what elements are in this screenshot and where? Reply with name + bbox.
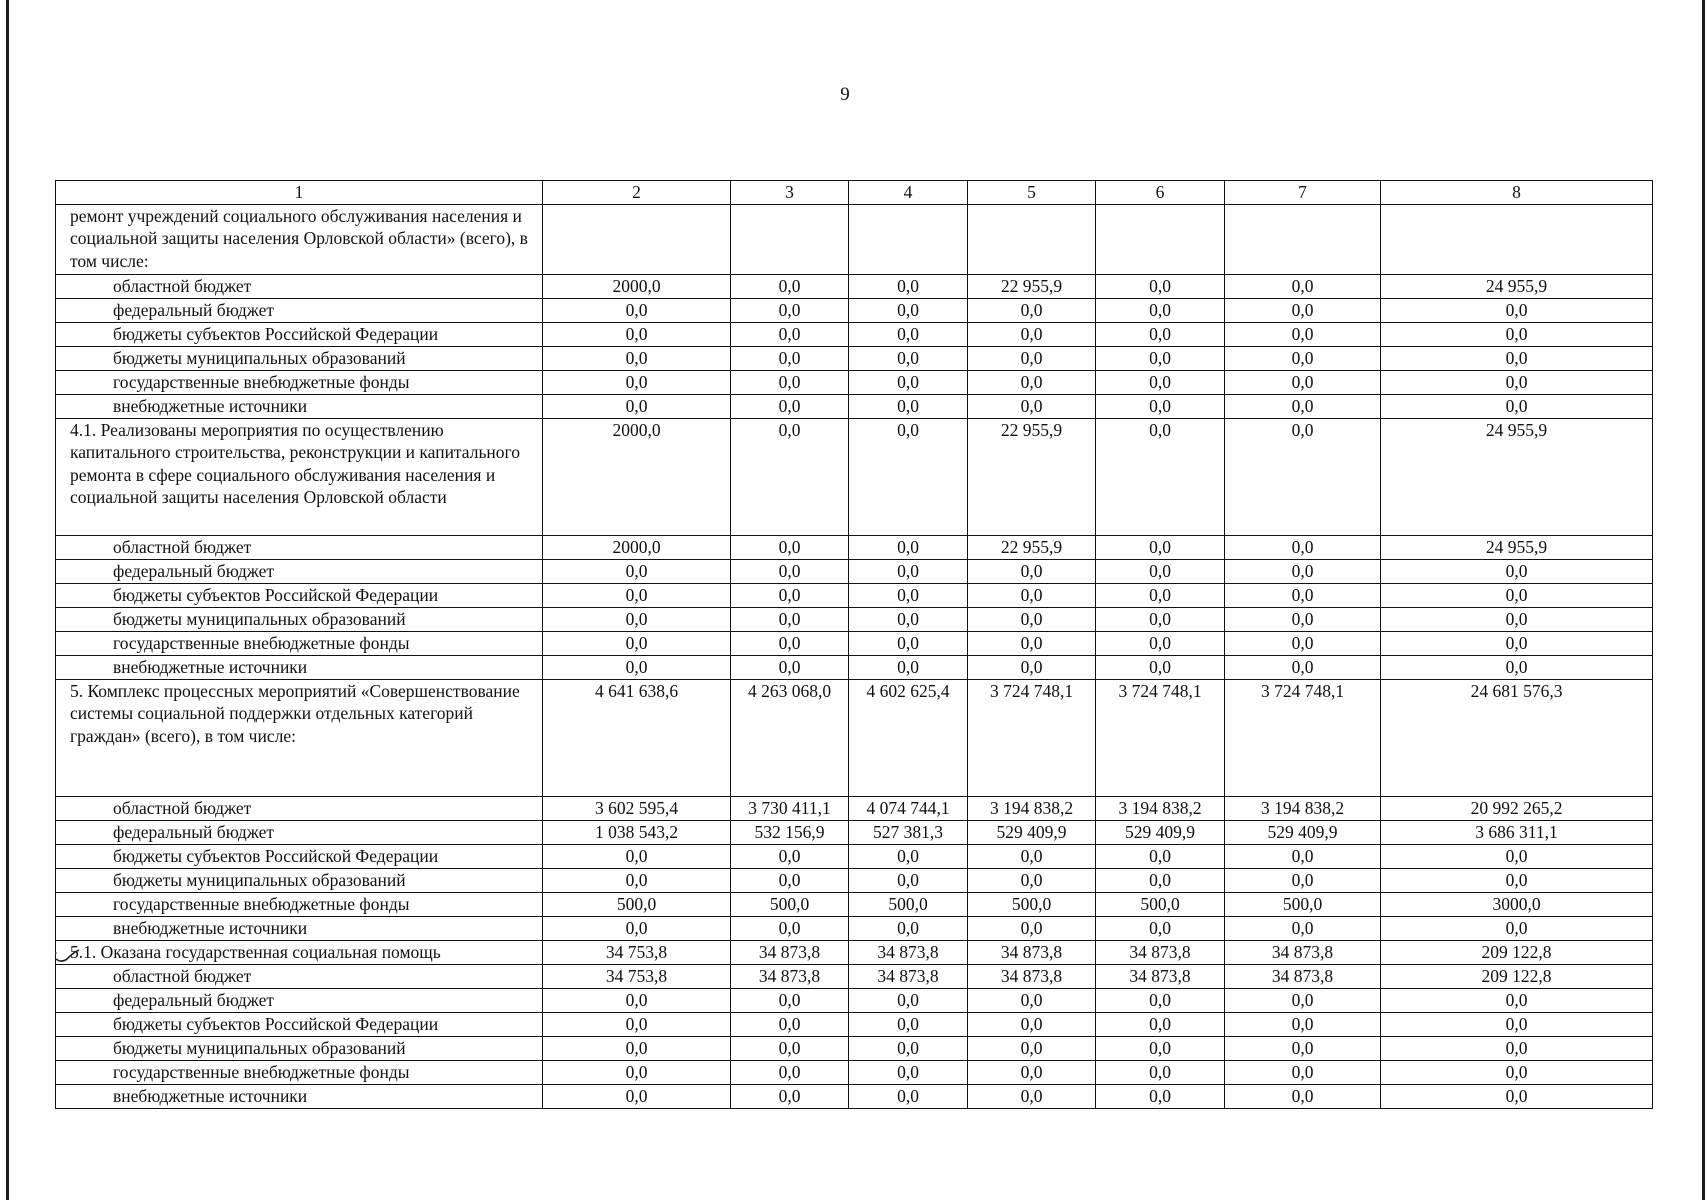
- table-row: [56, 1084, 1653, 1108]
- amount-cell: 3 686 311,1: [1381, 820, 1653, 844]
- row-source-label: областной бюджет: [56, 796, 543, 820]
- amount-cell: 0,0: [968, 346, 1096, 370]
- amount-cell: 0,0: [1225, 298, 1381, 322]
- amount-cell: 0,0: [1096, 655, 1225, 679]
- amount-cell: 0,0: [1381, 988, 1653, 1012]
- amount-cell: 0,0: [543, 583, 731, 607]
- amount-cell: 0,0: [1381, 394, 1653, 418]
- row-source-label: областной бюджет: [56, 274, 543, 298]
- amount-cell: 0,0: [543, 916, 731, 940]
- row-source-label: бюджеты муниципальных образований: [56, 1036, 543, 1060]
- table-row: [56, 346, 1653, 370]
- amount-cell: 0,0: [1381, 655, 1653, 679]
- amount-cell: 0,0: [1381, 631, 1653, 655]
- amount-cell: 0,0: [1381, 559, 1653, 583]
- column-number: 3: [731, 181, 849, 205]
- amount-cell: 0,0: [731, 988, 849, 1012]
- amount-cell: [849, 204, 968, 274]
- amount-cell: 0,0: [1225, 370, 1381, 394]
- amount-cell: 0,0: [543, 1012, 731, 1036]
- table-row: [56, 988, 1653, 1012]
- row-source-label: государственные внебюджетные фонды: [56, 892, 543, 916]
- amount-cell: 3 724 748,1: [1096, 679, 1225, 796]
- column-number: 8: [1381, 181, 1653, 205]
- row-source-label: федеральный бюджет: [56, 820, 543, 844]
- row-source-label: государственные внебюджетные фонды: [56, 631, 543, 655]
- row-source-label: бюджеты субъектов Российской Федерации: [56, 1012, 543, 1036]
- amount-cell: 0,0: [1096, 322, 1225, 346]
- amount-cell: 0,0: [543, 631, 731, 655]
- row-source-label: федеральный бюджет: [56, 298, 543, 322]
- amount-cell: 0,0: [1225, 868, 1381, 892]
- row-source-label: бюджеты субъектов Российской Федерации: [56, 322, 543, 346]
- table-row: [56, 964, 1653, 988]
- table-row: [56, 1036, 1653, 1060]
- column-number: 1: [56, 181, 543, 205]
- amount-cell: 0,0: [1225, 988, 1381, 1012]
- amount-cell: 3 194 838,2: [968, 796, 1096, 820]
- table-row: [56, 868, 1653, 892]
- amount-cell: 0,0: [543, 346, 731, 370]
- amount-cell: 0,0: [1096, 868, 1225, 892]
- amount-cell: 0,0: [543, 1036, 731, 1060]
- table-row: [56, 298, 1653, 322]
- amount-cell: 0,0: [849, 844, 968, 868]
- amount-cell: 0,0: [731, 1060, 849, 1084]
- amount-cell: 3 730 411,1: [731, 796, 849, 820]
- amount-cell: 34 873,8: [849, 940, 968, 964]
- amount-cell: 0,0: [731, 322, 849, 346]
- amount-cell: 0,0: [1225, 394, 1381, 418]
- amount-cell: 0,0: [1225, 1060, 1381, 1084]
- amount-cell: 0,0: [731, 394, 849, 418]
- amount-cell: 0,0: [849, 988, 968, 1012]
- amount-cell: 0,0: [543, 844, 731, 868]
- amount-cell: 0,0: [543, 370, 731, 394]
- amount-cell: 500,0: [849, 892, 968, 916]
- amount-cell: 0,0: [968, 868, 1096, 892]
- amount-cell: 0,0: [1096, 607, 1225, 631]
- amount-cell: 1 038 543,2: [543, 820, 731, 844]
- amount-cell: 0,0: [731, 1084, 849, 1108]
- table-row: [56, 583, 1653, 607]
- amount-cell: 0,0: [849, 868, 968, 892]
- table-row: [56, 418, 1653, 535]
- amount-cell: 0,0: [1381, 583, 1653, 607]
- amount-cell: 0,0: [1096, 844, 1225, 868]
- amount-cell: 0,0: [731, 535, 849, 559]
- amount-cell: [1381, 204, 1653, 274]
- amount-cell: 3 194 838,2: [1096, 796, 1225, 820]
- amount-cell: 24 955,9: [1381, 535, 1653, 559]
- amount-cell: 0,0: [731, 916, 849, 940]
- amount-cell: 2000,0: [543, 535, 731, 559]
- amount-cell: 0,0: [543, 988, 731, 1012]
- amount-cell: 0,0: [731, 298, 849, 322]
- funding-table: [55, 180, 1653, 1109]
- amount-cell: 0,0: [1225, 346, 1381, 370]
- amount-cell: 0,0: [849, 583, 968, 607]
- amount-cell: 0,0: [731, 583, 849, 607]
- column-number: 4: [849, 181, 968, 205]
- row-section-title: 5.1. Оказана государственная социальная помощь: [56, 940, 543, 964]
- amount-cell: 0,0: [968, 1060, 1096, 1084]
- row-source-label: федеральный бюджет: [56, 559, 543, 583]
- amount-cell: 24 955,9: [1381, 274, 1653, 298]
- amount-cell: 0,0: [543, 868, 731, 892]
- row-source-label: бюджеты муниципальных образований: [56, 607, 543, 631]
- amount-cell: 0,0: [849, 370, 968, 394]
- row-source-label: федеральный бюджет: [56, 988, 543, 1012]
- amount-cell: 0,0: [849, 655, 968, 679]
- amount-cell: 0,0: [1225, 844, 1381, 868]
- amount-cell: 0,0: [849, 631, 968, 655]
- amount-cell: 0,0: [543, 1060, 731, 1084]
- amount-cell: 0,0: [1225, 322, 1381, 346]
- table-row: [56, 940, 1653, 964]
- table-row: [56, 274, 1653, 298]
- amount-cell: [543, 204, 731, 274]
- amount-cell: 500,0: [968, 892, 1096, 916]
- amount-cell: 529 409,9: [1225, 820, 1381, 844]
- table-row: [56, 559, 1653, 583]
- table-row: [56, 820, 1653, 844]
- amount-cell: 0,0: [849, 1060, 968, 1084]
- amount-cell: 0,0: [1225, 583, 1381, 607]
- column-number-row: [56, 181, 1653, 205]
- amount-cell: 0,0: [731, 844, 849, 868]
- amount-cell: 34 753,8: [543, 964, 731, 988]
- table-row: [56, 844, 1653, 868]
- amount-cell: 22 955,9: [968, 535, 1096, 559]
- amount-cell: 34 873,8: [1225, 940, 1381, 964]
- amount-cell: 34 873,8: [1096, 964, 1225, 988]
- amount-cell: 34 873,8: [968, 964, 1096, 988]
- column-number: 2: [543, 181, 731, 205]
- amount-cell: 0,0: [1381, 607, 1653, 631]
- amount-cell: 0,0: [1225, 631, 1381, 655]
- amount-cell: 0,0: [731, 370, 849, 394]
- amount-cell: 20 992 265,2: [1381, 796, 1653, 820]
- amount-cell: 0,0: [849, 559, 968, 583]
- amount-cell: 0,0: [1381, 868, 1653, 892]
- row-source-label: государственные внебюджетные фонды: [56, 1060, 543, 1084]
- amount-cell: 529 409,9: [1096, 820, 1225, 844]
- amount-cell: 0,0: [849, 394, 968, 418]
- amount-cell: 3 194 838,2: [1225, 796, 1381, 820]
- amount-cell: 0,0: [849, 274, 968, 298]
- amount-cell: 0,0: [1225, 1036, 1381, 1060]
- row-source-label: бюджеты субъектов Российской Федерации: [56, 583, 543, 607]
- amount-cell: 0,0: [849, 1036, 968, 1060]
- table-row: [56, 796, 1653, 820]
- table-row: [56, 679, 1653, 796]
- amount-cell: 0,0: [849, 1084, 968, 1108]
- amount-cell: 34 873,8: [731, 940, 849, 964]
- amount-cell: 0,0: [1225, 607, 1381, 631]
- amount-cell: 500,0: [543, 892, 731, 916]
- amount-cell: 0,0: [968, 559, 1096, 583]
- table-row: [56, 916, 1653, 940]
- amount-cell: 500,0: [731, 892, 849, 916]
- amount-cell: 0,0: [1225, 655, 1381, 679]
- amount-cell: 0,0: [1225, 916, 1381, 940]
- amount-cell: 0,0: [1096, 418, 1225, 535]
- amount-cell: 0,0: [731, 1036, 849, 1060]
- column-number: 6: [1096, 181, 1225, 205]
- row-source-label: бюджеты муниципальных образований: [56, 868, 543, 892]
- column-number: 7: [1225, 181, 1381, 205]
- amount-cell: 0,0: [1225, 559, 1381, 583]
- table-row: [56, 535, 1653, 559]
- amount-cell: 0,0: [849, 346, 968, 370]
- table-row: [56, 655, 1653, 679]
- amount-cell: 0,0: [731, 1012, 849, 1036]
- amount-cell: 0,0: [543, 607, 731, 631]
- amount-cell: 0,0: [968, 844, 1096, 868]
- amount-cell: 34 873,8: [731, 964, 849, 988]
- amount-cell: 209 122,8: [1381, 964, 1653, 988]
- table-row: [56, 370, 1653, 394]
- amount-cell: 500,0: [1225, 892, 1381, 916]
- table-row: [56, 631, 1653, 655]
- amount-cell: 0,0: [968, 916, 1096, 940]
- row-source-label: внебюджетные источники: [56, 916, 543, 940]
- amount-cell: 0,0: [1096, 274, 1225, 298]
- scan-left-edge: [6, 0, 9, 1200]
- amount-cell: 3 602 595,4: [543, 796, 731, 820]
- amount-cell: [968, 204, 1096, 274]
- amount-cell: 4 641 638,6: [543, 679, 731, 796]
- amount-cell: 34 873,8: [1225, 964, 1381, 988]
- amount-cell: 0,0: [1096, 916, 1225, 940]
- amount-cell: 0,0: [968, 631, 1096, 655]
- row-source-label: областной бюджет: [56, 964, 543, 988]
- table-row: [56, 394, 1653, 418]
- amount-cell: 532 156,9: [731, 820, 849, 844]
- amount-cell: 0,0: [968, 988, 1096, 1012]
- amount-cell: 0,0: [968, 370, 1096, 394]
- amount-cell: 2000,0: [543, 418, 731, 535]
- amount-cell: 0,0: [1096, 559, 1225, 583]
- amount-cell: 0,0: [1381, 298, 1653, 322]
- amount-cell: 0,0: [1381, 1012, 1653, 1036]
- amount-cell: 0,0: [1381, 1036, 1653, 1060]
- amount-cell: 0,0: [968, 583, 1096, 607]
- amount-cell: 0,0: [731, 607, 849, 631]
- row-section-title: 5. Комплекс процессных мероприятий «Совершенствование системы социальной поддержки отдельных категорий граждан» (всего), в том числе:: [56, 679, 543, 796]
- amount-cell: 24 681 576,3: [1381, 679, 1653, 796]
- amount-cell: 0,0: [1225, 1012, 1381, 1036]
- amount-cell: 500,0: [1096, 892, 1225, 916]
- row-source-label: внебюджетные источники: [56, 1084, 543, 1108]
- amount-cell: 3 724 748,1: [1225, 679, 1381, 796]
- amount-cell: 2000,0: [543, 274, 731, 298]
- amount-cell: 34 873,8: [1096, 940, 1225, 964]
- amount-cell: 0,0: [1381, 322, 1653, 346]
- amount-cell: 0,0: [543, 559, 731, 583]
- table-row: [56, 1060, 1653, 1084]
- row-source-label: внебюджетные источники: [56, 655, 543, 679]
- amount-cell: 4 602 625,4: [849, 679, 968, 796]
- table-row: [56, 322, 1653, 346]
- amount-cell: 4 263 068,0: [731, 679, 849, 796]
- amount-cell: 0,0: [849, 535, 968, 559]
- amount-cell: 0,0: [731, 559, 849, 583]
- amount-cell: 0,0: [1381, 1060, 1653, 1084]
- amount-cell: 22 955,9: [968, 418, 1096, 535]
- amount-cell: 0,0: [731, 655, 849, 679]
- amount-cell: 34 873,8: [968, 940, 1096, 964]
- amount-cell: 0,0: [1381, 1084, 1653, 1108]
- amount-cell: 3000,0: [1381, 892, 1653, 916]
- table-row: [56, 204, 1653, 274]
- row-source-label: бюджеты субъектов Российской Федерации: [56, 844, 543, 868]
- amount-cell: 0,0: [849, 607, 968, 631]
- amount-cell: 0,0: [849, 1012, 968, 1036]
- amount-cell: 0,0: [968, 298, 1096, 322]
- amount-cell: 0,0: [1381, 844, 1653, 868]
- amount-cell: 34 753,8: [543, 940, 731, 964]
- amount-cell: 34 873,8: [849, 964, 968, 988]
- scan-right-edge: [1702, 0, 1705, 1200]
- amount-cell: 0,0: [1096, 583, 1225, 607]
- table-row: [56, 892, 1653, 916]
- amount-cell: 209 122,8: [1381, 940, 1653, 964]
- table-row: [56, 607, 1653, 631]
- amount-cell: 0,0: [731, 418, 849, 535]
- amount-cell: [1225, 204, 1381, 274]
- page-number: 9: [840, 84, 850, 105]
- amount-cell: 0,0: [849, 298, 968, 322]
- amount-cell: 0,0: [968, 1036, 1096, 1060]
- row-section-title: 4.1. Реализованы мероприятия по осуществлению капитального строительства, реконструкции и капитального ремонта в сфере социального обслуживания населения и социальной защиты населения Орловской области: [56, 418, 543, 535]
- amount-cell: 0,0: [1225, 1084, 1381, 1108]
- amount-cell: 0,0: [968, 322, 1096, 346]
- amount-cell: 0,0: [731, 868, 849, 892]
- amount-cell: 22 955,9: [968, 274, 1096, 298]
- amount-cell: 0,0: [1096, 631, 1225, 655]
- amount-cell: 0,0: [849, 418, 968, 535]
- amount-cell: 0,0: [1096, 1012, 1225, 1036]
- amount-cell: 0,0: [849, 322, 968, 346]
- row-section-title: ремонт учреждений социального обслуживания населения и социальной защиты населения Орловской области» (всего), в том числе:: [56, 204, 543, 274]
- amount-cell: 0,0: [849, 916, 968, 940]
- amount-cell: 0,0: [1096, 1060, 1225, 1084]
- amount-cell: 0,0: [1225, 535, 1381, 559]
- amount-cell: 0,0: [731, 346, 849, 370]
- amount-cell: 0,0: [1096, 988, 1225, 1012]
- amount-cell: 0,0: [968, 1084, 1096, 1108]
- amount-cell: 0,0: [543, 298, 731, 322]
- amount-cell: 0,0: [1096, 298, 1225, 322]
- row-source-label: областной бюджет: [56, 535, 543, 559]
- amount-cell: 0,0: [968, 394, 1096, 418]
- amount-cell: 0,0: [1381, 916, 1653, 940]
- amount-cell: 0,0: [1096, 1036, 1225, 1060]
- table-row: [56, 1012, 1653, 1036]
- amount-cell: 0,0: [1381, 370, 1653, 394]
- amount-cell: 0,0: [543, 1084, 731, 1108]
- row-source-label: государственные внебюджетные фонды: [56, 370, 543, 394]
- amount-cell: 527 381,3: [849, 820, 968, 844]
- amount-cell: 0,0: [1225, 274, 1381, 298]
- amount-cell: 0,0: [543, 322, 731, 346]
- table-body: [56, 204, 1653, 1108]
- amount-cell: 0,0: [731, 631, 849, 655]
- amount-cell: 0,0: [1096, 346, 1225, 370]
- amount-cell: 0,0: [1096, 394, 1225, 418]
- amount-cell: 0,0: [968, 655, 1096, 679]
- amount-cell: 3 724 748,1: [968, 679, 1096, 796]
- amount-cell: [1096, 204, 1225, 274]
- pen-tick-mark: [54, 948, 84, 966]
- amount-cell: 0,0: [968, 1012, 1096, 1036]
- amount-cell: 0,0: [1225, 418, 1381, 535]
- amount-cell: 0,0: [543, 655, 731, 679]
- amount-cell: 0,0: [968, 607, 1096, 631]
- amount-cell: 0,0: [543, 394, 731, 418]
- column-number: 5: [968, 181, 1096, 205]
- amount-cell: 0,0: [1096, 1084, 1225, 1108]
- amount-cell: 529 409,9: [968, 820, 1096, 844]
- amount-cell: 4 074 744,1: [849, 796, 968, 820]
- amount-cell: 0,0: [1096, 370, 1225, 394]
- amount-cell: [731, 204, 849, 274]
- amount-cell: 0,0: [731, 274, 849, 298]
- amount-cell: 0,0: [1096, 535, 1225, 559]
- amount-cell: 24 955,9: [1381, 418, 1653, 535]
- row-source-label: бюджеты муниципальных образований: [56, 346, 543, 370]
- row-source-label: внебюджетные источники: [56, 394, 543, 418]
- amount-cell: 0,0: [1381, 346, 1653, 370]
